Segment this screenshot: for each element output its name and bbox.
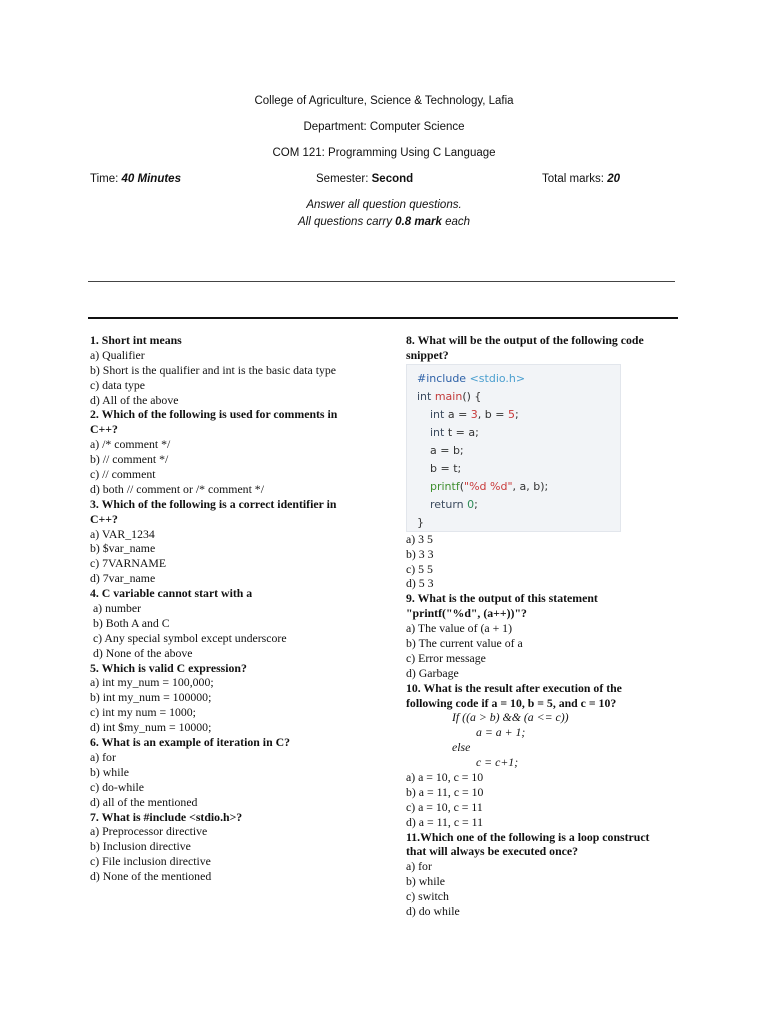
code-line <box>417 424 620 442</box>
code-token: ( <box>459 479 465 493</box>
answer-option: c) data type <box>90 377 146 392</box>
question-stem: that will always be executed once? <box>406 844 579 859</box>
answer-option: b) int my_num = 100000; <box>90 690 212 705</box>
code-line <box>417 460 620 478</box>
question-7 <box>90 810 380 884</box>
answer-option: c) Error message <box>406 650 486 665</box>
code-line <box>417 496 620 514</box>
condition-snippet-line: c = c+1; <box>476 755 519 770</box>
code-token: int <box>430 425 445 439</box>
question-stem: C++? <box>90 422 118 437</box>
institution-name: College of Agriculture, Science & Technology, Lafia <box>254 95 514 107</box>
answer-option: a) a = 10, c = 10 <box>406 770 484 785</box>
question-3 <box>90 497 380 586</box>
question-stem: 11.Which one of the following is a loop construct <box>406 829 650 844</box>
answer-option: b) Both A and C <box>90 615 170 630</box>
total-marks-label: Total marks: <box>542 173 604 185</box>
question-6 <box>90 735 380 809</box>
question-stem: C++? <box>90 511 118 526</box>
answer-option: b) a = 11, c = 10 <box>406 784 484 799</box>
answer-option: b) Inclusion directive <box>90 839 191 854</box>
code-token: int <box>417 389 432 403</box>
code-token: , a, b); <box>512 479 549 493</box>
answer-option: c) Any special symbol except underscore <box>90 630 287 645</box>
answer-option: b) // comment */ <box>90 452 169 467</box>
question-10 <box>406 681 686 830</box>
answer-option: a) VAR_1234 <box>90 526 155 541</box>
code-token: 5 <box>507 407 515 421</box>
answer-option: a) The value of (a + 1) <box>406 621 513 636</box>
code-token: #include <box>417 371 467 385</box>
question-8 <box>406 333 686 591</box>
question-stem: snippet? <box>406 347 449 362</box>
answer-option: b) Short is the qualifier and int is the basic data type <box>90 362 337 377</box>
answer-option: a) for <box>90 749 116 764</box>
question-stem: 3. Which of the following is a correct identifier in <box>90 496 337 511</box>
header-divider-thin <box>88 281 675 282</box>
answer-option: c) // comment <box>90 467 156 482</box>
total-marks-info <box>542 171 620 187</box>
answer-option: d) None of the mentioned <box>90 869 212 884</box>
answer-option: b) while <box>90 764 129 779</box>
answer-option: d) All of the above <box>90 392 179 407</box>
question-stem: 5. Which is valid C expression? <box>90 660 247 675</box>
questions-column-left <box>90 333 380 884</box>
answer-option: d) both // comment or /* comment */ <box>90 481 264 496</box>
answer-option: a) int my_num = 100,000; <box>90 675 214 690</box>
code-line <box>417 442 620 460</box>
code-token: b = t; <box>430 461 462 475</box>
answer-option: b) while <box>406 874 445 889</box>
code-token: return <box>430 497 464 511</box>
answer-option: a) Qualifier <box>90 347 145 362</box>
answer-option: d) do while <box>406 904 460 919</box>
time-label: Time: <box>90 173 119 185</box>
code-token: "%d %d" <box>464 479 513 493</box>
answer-option: d) a = 11, c = 11 <box>406 814 483 829</box>
code-token: ; <box>514 407 519 421</box>
time-info <box>90 171 181 187</box>
answer-option: b) $var_name <box>90 541 156 556</box>
answer-option: b) 3 3 <box>406 546 434 561</box>
semester-label: Semester: <box>316 173 369 185</box>
header-divider-thick <box>88 317 678 319</box>
question-9 <box>406 591 686 680</box>
code-token: main <box>434 389 463 403</box>
question-stem: 9. What is the output of this statement <box>406 591 598 606</box>
code-token: int <box>430 407 445 421</box>
answer-option: a) 3 5 <box>406 531 433 546</box>
question-stem: 4. C variable cannot start with a <box>90 586 253 601</box>
answer-option: c) 5 5 <box>406 561 433 576</box>
condition-snippet-line: else <box>452 740 471 755</box>
answer-option: c) switch <box>406 889 449 904</box>
code-token: ; <box>474 497 478 511</box>
questions-column-right <box>406 333 686 919</box>
answer-option: c) do-while <box>90 779 145 794</box>
condition-snippet-line: a = a + 1; <box>476 725 526 740</box>
answer-option: a) for <box>406 859 432 874</box>
code-token: t = a; <box>444 425 479 439</box>
question-stem: 1. Short int means <box>90 333 182 347</box>
question-stem: 2. Which of the following is used for comments in <box>90 407 338 422</box>
marking-instruction-suffix: each <box>445 216 470 228</box>
question-stem: "printf("%d", (a++))"? <box>406 606 527 621</box>
answer-option: d) Garbage <box>406 665 459 680</box>
marking-instruction <box>0 214 768 230</box>
question-stem: 7. What is #include <stdio.h>? <box>90 809 243 824</box>
time-value: 40 Minutes <box>121 173 181 185</box>
code-token: , b = <box>477 407 508 421</box>
answer-option: c) int my num = 1000; <box>90 705 196 720</box>
question-4 <box>90 586 380 660</box>
answer-option: c) File inclusion directive <box>90 854 211 869</box>
code-token: a = <box>444 407 471 421</box>
question-2 <box>90 407 380 496</box>
question-stem: 10. What is the result after execution of the <box>406 680 622 695</box>
code-line <box>417 478 620 496</box>
code-token: 3 <box>470 407 478 421</box>
code-line <box>417 406 620 424</box>
answer-option: d) 7var_name <box>90 571 156 586</box>
code-token: 0 <box>467 497 475 511</box>
code-line <box>417 514 620 532</box>
condition-snippet-line: If ((a > b) && (a <= c)) <box>452 710 569 725</box>
question-stem: 8. What will be the output of the following code <box>406 333 644 347</box>
answer-option: a) Preprocessor directive <box>90 824 208 839</box>
code-line <box>417 370 620 388</box>
course-title: COM 121: Programming Using C Language <box>272 147 496 159</box>
semester-info <box>316 171 413 187</box>
question-1 <box>90 333 380 407</box>
answer-option: d) None of the above <box>90 645 193 660</box>
total-marks-value: 20 <box>607 173 620 185</box>
answer-option: c) 7VARNAME <box>90 556 167 571</box>
code-snippet <box>406 364 621 532</box>
department-line: Department: Computer Science <box>303 121 465 133</box>
question-stem: 6. What is an example of iteration in C? <box>90 735 290 750</box>
answer-option: a) number <box>90 601 142 616</box>
question-5 <box>90 661 380 735</box>
question-11 <box>406 830 686 919</box>
answer-option: a) /* comment */ <box>90 437 171 452</box>
code-token: <stdio.h> <box>469 371 526 385</box>
marking-instruction-mark: 0.8 mark <box>395 216 442 228</box>
question-stem: following code if a = 10, b = 5, and c = 10? <box>406 695 617 710</box>
code-token: } <box>417 515 424 529</box>
answer-option: d) all of the mentioned <box>90 794 198 809</box>
answer-instruction: Answer all question questions. <box>306 199 462 211</box>
code-token: () { <box>462 389 482 403</box>
answer-option: c) a = 10, c = 11 <box>406 799 483 814</box>
answer-option: d) int $my_num = 10000; <box>90 720 212 735</box>
answer-option: d) 5 3 <box>406 576 434 591</box>
code-token: printf <box>430 479 460 493</box>
answer-option: b) The current value of a <box>406 636 523 651</box>
semester-value: Second <box>371 173 414 185</box>
condition-snippet <box>406 710 686 770</box>
code-line <box>417 388 620 406</box>
marking-instruction-prefix: All questions carry <box>298 216 392 228</box>
code-token: a = b; <box>430 443 464 457</box>
